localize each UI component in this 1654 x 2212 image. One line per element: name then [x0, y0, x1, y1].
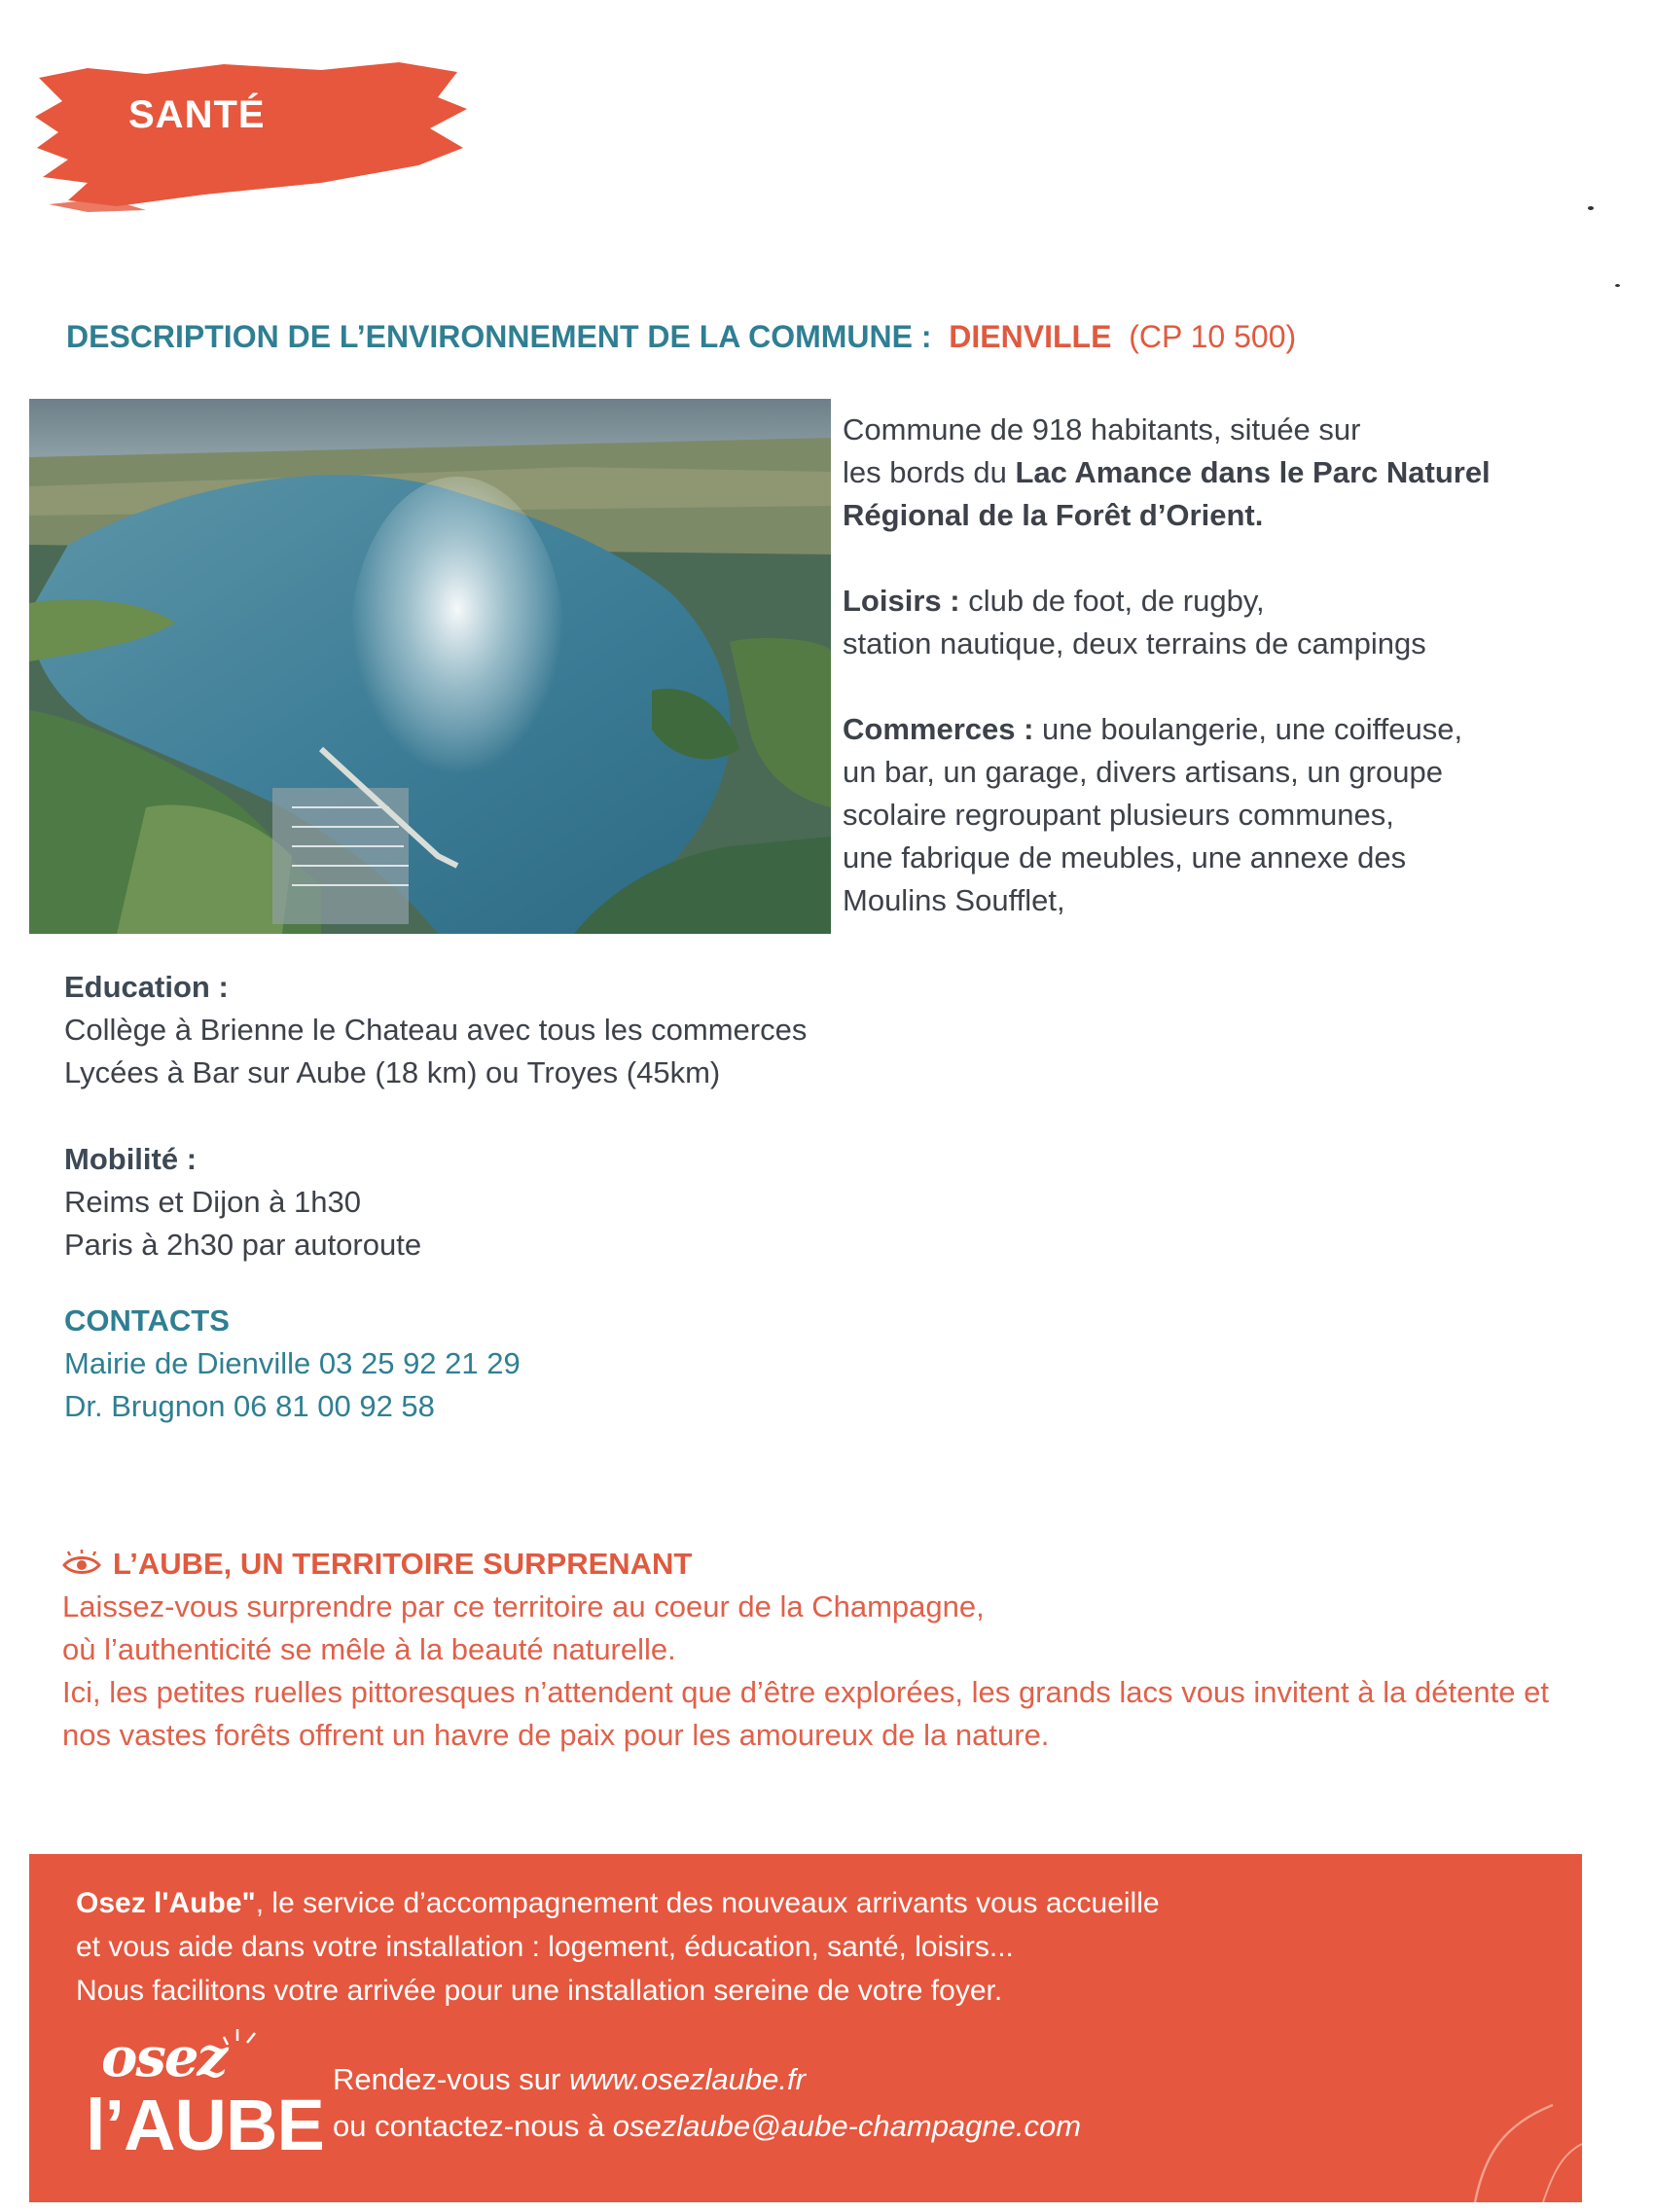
aerial-lake-photo [29, 399, 831, 934]
territory-line: Laissez-vous surprendre par ce territoire au coeur de la Champagne, [62, 1589, 985, 1623]
logo-top-text: osez [101, 2025, 227, 2089]
loisirs-paragraph [843, 580, 1621, 665]
mobility-title: Mobilité : [64, 1142, 198, 1176]
intro-paragraph [843, 409, 1621, 537]
section-label: SANTÉ [128, 93, 266, 136]
contact-mairie: Mairie de Dienville 03 25 92 21 29 [64, 1346, 521, 1380]
logo-spark-icon [222, 2019, 261, 2049]
website-prefix: Rendez-vous sur [333, 2062, 569, 2096]
service-line: Nous facilitons votre arrivée pour une installation sereine de votre foyer. [76, 1975, 1003, 2007]
mobility-section [64, 1138, 421, 1267]
website-link[interactable]: www.osezlaube.fr [568, 2062, 806, 2096]
commerces-line: une boulangerie, une coiffeuse, [1033, 712, 1463, 746]
loisirs-label: Loisirs : [843, 584, 960, 618]
email-link[interactable]: osezlaube@aube-champagne.com [612, 2109, 1082, 2143]
service-description [76, 1881, 1160, 2013]
decorative-swoosh [1446, 2066, 1582, 2202]
commerces-line: une fabrique de meubles, une annexe des [843, 840, 1407, 874]
intro-line: les bords du [843, 455, 1016, 489]
scan-speck [1615, 284, 1620, 287]
service-line: et vous aide dans votre installation : logement, éducation, santé, loisirs... [76, 1931, 1014, 1963]
contact-doctor: Dr. Brugnon 06 81 00 92 58 [64, 1389, 435, 1423]
service-links [333, 2056, 1081, 2150]
commune-postcode: (CP 10 500) [1129, 319, 1297, 354]
intro-highlight: Lac Amance dans le Parc Naturel [1015, 455, 1491, 489]
contacts-title: CONTACTS [64, 1303, 230, 1338]
education-line: Lycées à Bar sur Aube (18 km) ou Troyes (45km) [64, 1055, 721, 1089]
loisirs-line: station nautique, deux terrains de campings [843, 626, 1426, 660]
commerces-line: un bar, un garage, divers artisans, un groupe [843, 755, 1443, 789]
section-banner [29, 58, 477, 214]
intro-highlight: Régional de la Forêt d’Orient. [843, 498, 1264, 532]
mobility-line: Reims et Dijon à 1h30 [64, 1185, 361, 1219]
osez-laube-box [29, 1854, 1582, 2202]
osez-laube-logo [76, 2019, 329, 2175]
commune-name: DIENVILLE [949, 319, 1112, 354]
intro-line: Commune de 918 habitants, située sur [843, 412, 1361, 446]
territory-paragraph: Ici, les petites ruelles pittoresques n’attendent que d’être explorées, les grands lacs vous invitent à la détente et nos vastes forêts offrent un havre de paix pour les amoureux de la nature. [62, 1675, 1549, 1752]
eye-icon [62, 1550, 101, 1579]
service-name: Osez l'Aube" [76, 1887, 256, 1919]
description-heading [66, 319, 1296, 355]
commerces-line: Moulins Soufflet, [843, 883, 1065, 917]
education-section [64, 966, 807, 1094]
territory-title-text: L’AUBE, UN TERRITOIRE SURPRENANT [113, 1547, 693, 1581]
education-title: Education : [64, 970, 229, 1004]
commerces-paragraph [843, 708, 1621, 922]
commerces-label: Commerces : [843, 712, 1034, 746]
email-prefix: ou contactez-nous à [333, 2109, 613, 2143]
education-line: Collège à Brienne le Chateau avec tous les commerces [64, 1013, 808, 1047]
territory-line: où l’authenticité se mêle à la beauté naturelle. [62, 1632, 676, 1666]
service-line: , le service d’accompagnement des nouveaux arrivants vous accueille [255, 1887, 1160, 1919]
territory-title [62, 1543, 1549, 1586]
logo-bottom-text: l’AUBE [86, 2085, 324, 2165]
commerces-line: scolaire regroupant plusieurs communes, [843, 798, 1394, 832]
loisirs-line: club de foot, de rugby, [959, 584, 1265, 618]
scan-speck [1588, 206, 1594, 210]
contacts-section [64, 1300, 521, 1428]
description-heading-text: DESCRIPTION DE L’ENVIRONNEMENT DE LA COMMUNE : [66, 319, 932, 354]
territory-section [62, 1543, 1549, 1757]
commune-info [843, 409, 1621, 965]
mobility-line: Paris à 2h30 par autoroute [64, 1228, 422, 1262]
